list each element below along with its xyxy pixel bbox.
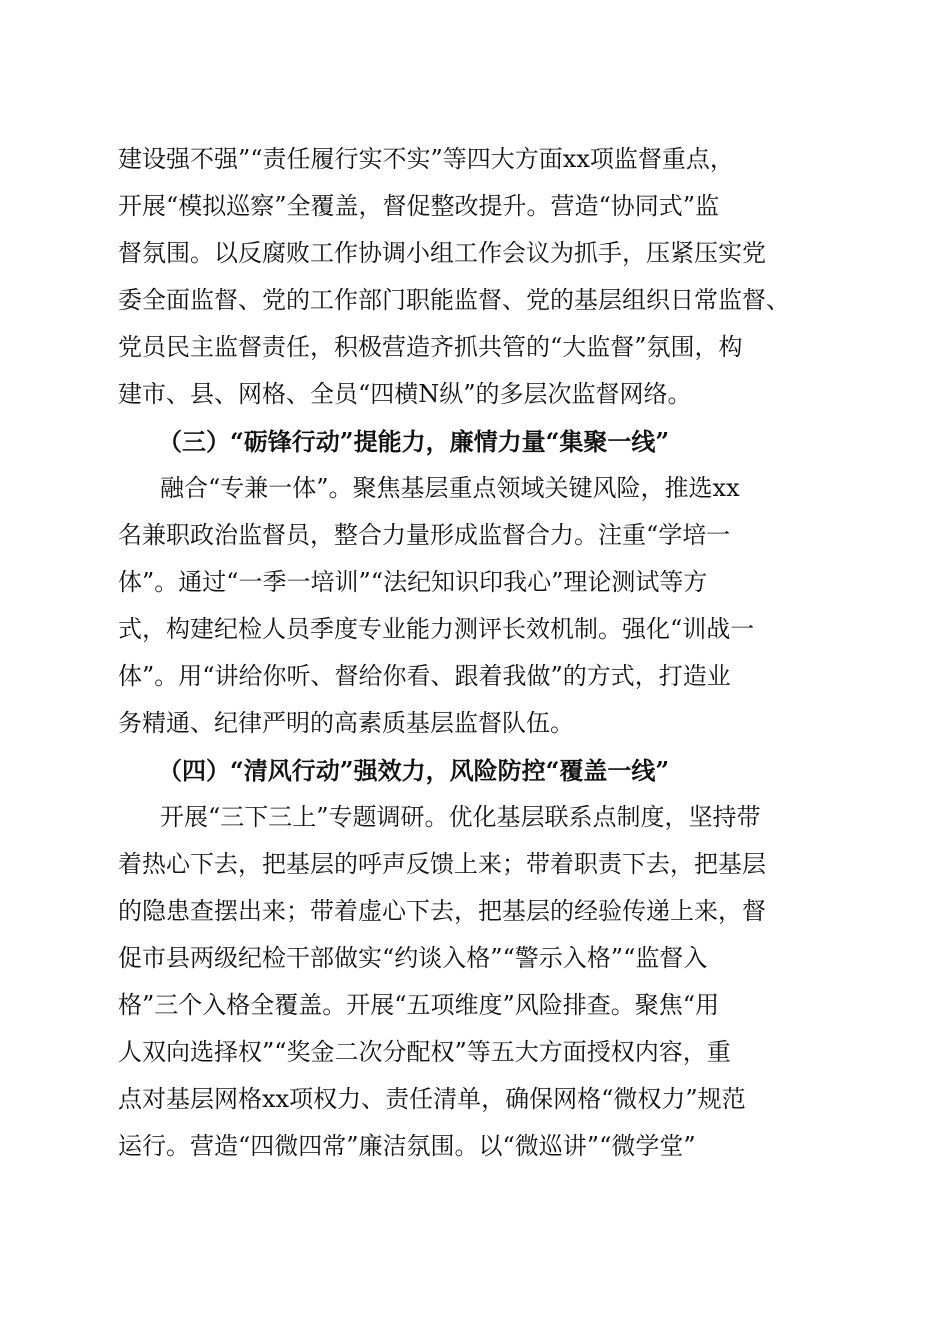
text-line: 党员民主监督责任，积极营造齐抓共管的“大监督”氛围，构 [118,333,743,361]
text-line: 体”。通过“一季一培训”“法纪知识印我心”理论测试等方 [118,568,708,596]
text-line: 式，构建纪检人员季度专业能力测评长效机制。强化“训战一 [118,615,755,643]
text-line: 务精通、纪律严明的高素质基层监督队伍。 [118,709,574,737]
section-heading-4: （四）“清风行动”强效力，风险防控“覆盖一线” [158,756,670,785]
section-heading-3: （三）“砺锋行动”提能力，廉情力量“集聚一线” [158,427,670,456]
text-line: 的隐患查摆出来；带着虚心下去，把基层的经验传递上来，督 [118,897,766,925]
text-line: 名兼职政治监督员，整合力量形成监督合力。注重“学培一 [118,521,731,549]
text-line: 督氛围。以反腐败工作协调小组工作会议为抓手，压紧压实党 [118,239,766,267]
text-line: 建设强不强”“责任履行实不实”等四大方面xx项监督重点， [118,145,734,173]
paragraph-supervision-network [118,136,828,418]
text-line: 促市县两级纪检干部做实“约谈入格”“警示入格”“监督入 [118,944,708,972]
paragraph-capacity-building [118,465,828,747]
text-line: 人双向选择权”“奖金二次分配权”等五大方面授权内容，重 [118,1038,731,1066]
text-line: 融合“专兼一体”。聚焦基层重点领域关键风险，推选xx [160,474,740,502]
text-line: 体”。用“讲给你听、督给你看、跟着我做”的方式，打造业 [118,662,731,690]
text-line: 建市、县、网格、全员“四横N纵”的多层次监督网络。 [118,380,692,408]
text-line: 委全面监督、党的工作部门职能监督、党的基层组织日常监督、 [118,286,790,314]
text-line: 点对基层网格xx项权力、责任清单，确保网格“微权力”规范 [118,1085,746,1113]
text-line: 着热心下去，把基层的呼声反馈上来；带着职责下去，把基层 [118,850,766,878]
document-body [118,136,828,1170]
text-line: 开展“三下三上”专题调研。优化基层联系点制度，坚持带 [160,803,761,831]
text-line: 格”三个入格全覆盖。开展“五项维度”风险排查。聚焦“用 [118,991,720,1019]
paragraph-risk-control [118,794,828,1170]
text-line: 运行。营造“四微四常”廉洁氛围。以“微巡讲”“微学堂” [118,1132,696,1160]
text-line: 开展“模拟巡察”全覆盖，督促整改提升。营造“协同式”监 [118,192,720,220]
